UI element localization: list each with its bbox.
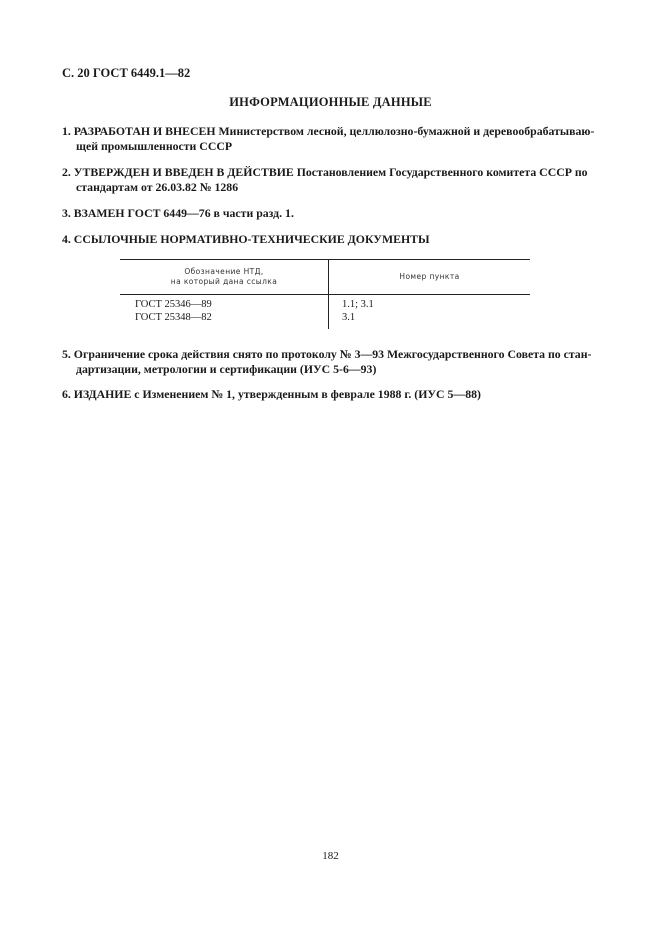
item-5-text-cont: дартизации, метрологии и сертификации (ИУС 5-6—93)	[76, 362, 377, 376]
table-row-2-clause: 3.1	[342, 311, 356, 323]
table-column-divider	[328, 259, 329, 329]
item-1-lead: 1. РАЗРАБОТАН И ВНЕСЕН	[62, 124, 216, 138]
item-1	[62, 124, 602, 154]
table-row-1-doc: ГОСТ 25346—89	[135, 299, 212, 310]
table-header-clause: Номер пункта	[399, 272, 460, 281]
table-header-doc	[120, 267, 328, 287]
item-1-text-cont: щей промышленности СССР	[76, 139, 233, 153]
table-col-docs	[135, 299, 212, 324]
item-1-text: Министерством лесной, целлюлозно-бумажной и деревообрабатываю-	[218, 124, 595, 138]
item-5-text: 5. Ограничение срока действия снято по протоколу № 3—93 Межгосударственного Совета по стан-	[62, 347, 592, 361]
table-header-doc-line2: на который дана ссылка	[170, 277, 278, 286]
item-2-text: Постановлением Государственного комитета СССР по	[296, 165, 588, 179]
table-row-1-clause: 1.1; 3.1	[342, 299, 374, 310]
table-col-clauses	[342, 299, 374, 324]
page-number: 182	[322, 850, 339, 862]
item-6-text: 6. ИЗДАНИЕ с Изменением № 1, утвержденным в феврале 1988 г. (ИУС 5—88)	[62, 387, 481, 401]
item-2-text-cont: стандартам от 26.03.82 № 1286	[76, 180, 239, 194]
table-header-doc-line1: Обозначение НТД,	[184, 267, 264, 276]
item-2	[62, 165, 602, 195]
item-4-lead: 4. ССЫЛОЧНЫЕ НОРМАТИВНО-ТЕХНИЧЕСКИЕ ДОКУМЕНТЫ	[62, 232, 430, 246]
table-top-rule	[120, 259, 530, 260]
table-header-rule	[120, 294, 530, 295]
item-3-lead: 3. ВЗАМЕН ГОСТ 6449—76 в части разд. 1.	[62, 206, 294, 220]
section-title: ИНФОРМАЦИОННЫЕ ДАННЫЕ	[229, 95, 432, 109]
item-3	[62, 206, 602, 221]
page-header: С. 20 ГОСТ 6449.1—82	[62, 66, 191, 80]
table-row-2-doc: ГОСТ 25348—82	[135, 311, 212, 323]
item-4	[62, 232, 602, 247]
item-6	[62, 387, 602, 402]
item-5	[62, 347, 602, 377]
item-2-lead: 2. УТВЕРЖДЕН И ВВЕДЕН В ДЕЙСТВИЕ	[62, 165, 294, 179]
